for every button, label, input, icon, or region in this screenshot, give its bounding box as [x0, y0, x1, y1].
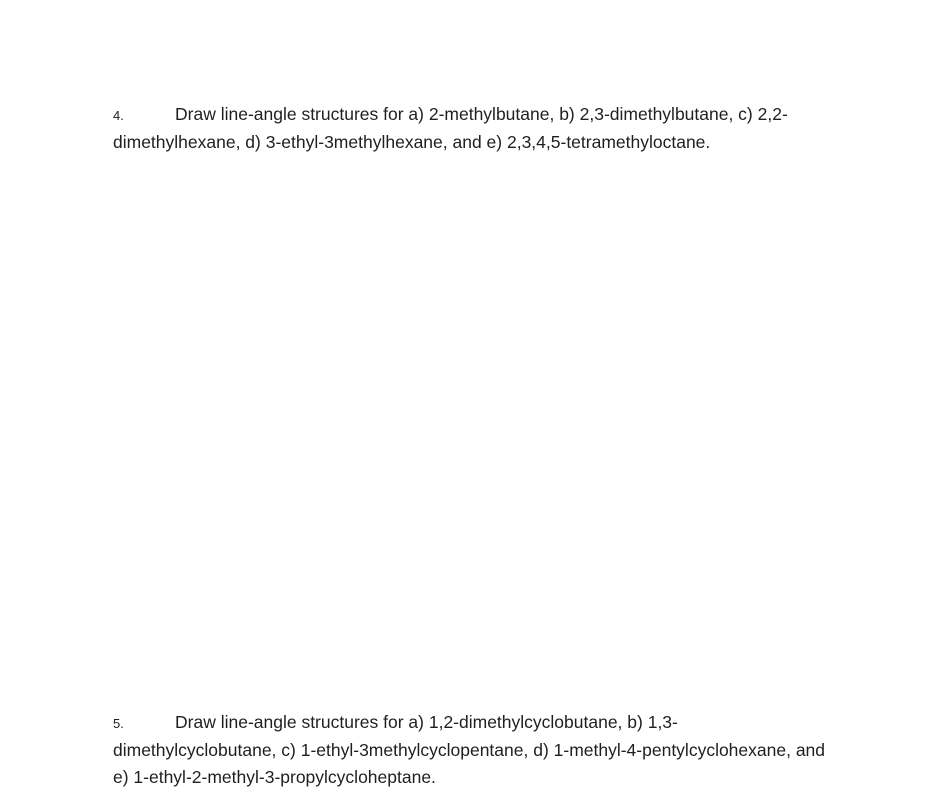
question-number: 4.	[113, 108, 124, 123]
question-text: Draw line-angle structures for a) 1,2-dimethylcyclobutane, b) 1,3-dimethylcyclobutane, c) 1-ethyl-3methylcyclopentane, d) 1-methyl-4-pentylcyclohexane, and e) 1-ethyl-2-methyl-3-propylcycloheptane.	[113, 712, 826, 787]
question-4	[113, 101, 833, 156]
question-number: 5.	[113, 716, 124, 731]
question-5	[113, 709, 833, 791]
question-text: Draw line-angle structures for a) 2-methylbutane, b) 2,3-dimethylbutane, c) 2,2-dimethylhexane, d) 3-ethyl-3methylhexane, and e) 2,3,4,5-tetramethyloctane.	[113, 104, 788, 152]
